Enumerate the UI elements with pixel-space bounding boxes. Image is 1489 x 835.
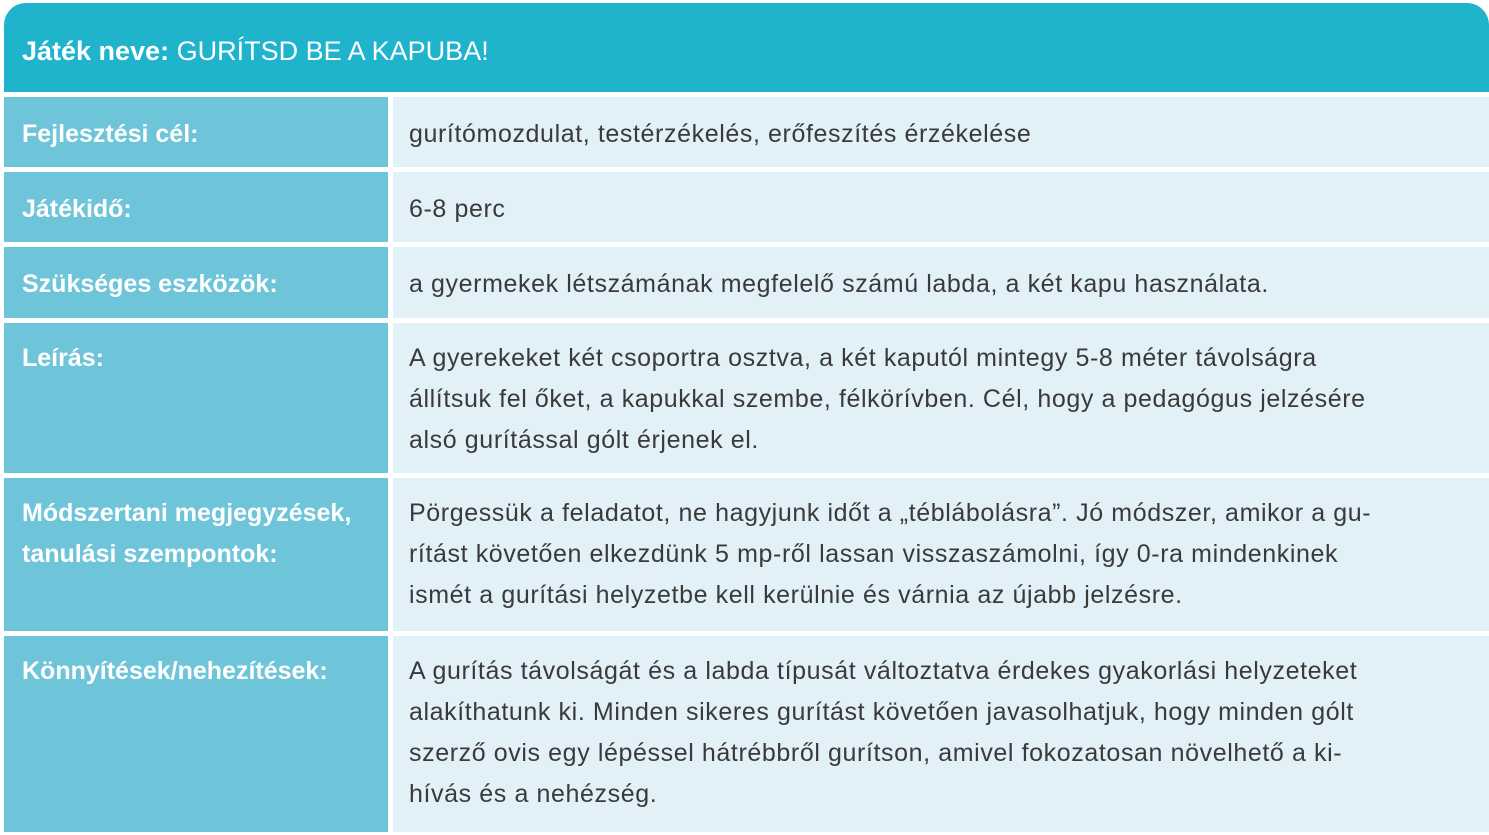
value-line: állítsuk fel őket, a kapukkal szembe, félkörívben. Cél, hogy a pedagógus jelzésére <box>409 385 1366 413</box>
game-card <box>4 3 1489 832</box>
row-development-goal <box>4 97 1489 167</box>
value-line: ismét a gurítási helyzetbe kell kerülnie és várnia az újabb jelzésre. <box>409 581 1183 609</box>
row-label <box>4 478 388 631</box>
row-label: Könnyítések/nehezítések: <box>4 636 388 832</box>
value-line: szerző ovis egy lépéssel hátrébbről gurítson, amivel fokozatosan növelhető a ki- <box>409 739 1343 767</box>
row-value <box>393 323 1489 473</box>
row-label: Játékidő: <box>4 172 388 242</box>
row-value <box>393 247 1489 318</box>
game-title: GURÍTSD BE A KAPUBA! <box>176 36 489 66</box>
row-methodology-notes <box>4 478 1489 631</box>
row-description <box>4 323 1489 473</box>
value-line: A gurítás távolságát és a labda típusát változtatva érdekes gyakorlási helyzeteket <box>409 657 1358 685</box>
value-line: A gyerekeket két csoportra osztva, a két kaputól mintegy 5-8 méter távolságra <box>409 344 1317 372</box>
row-value <box>393 172 1489 242</box>
row-value <box>393 636 1489 832</box>
row-required-equipment <box>4 247 1489 318</box>
row-value <box>393 97 1489 167</box>
value-line: alakíthatunk ki. Minden sikeres gurítást követően javasolhatjuk, hogy minden gólt <box>409 698 1354 726</box>
value-line: rítást követően elkezdünk 5 mp-ről lassan visszaszámolni, így 0-ra mindenkinek <box>409 540 1339 568</box>
value-line: Pörgessük a feladatot, ne hagyjunk időt a „téblábolásra”. Jó módszer, amikor a gu- <box>409 499 1372 527</box>
row-value <box>393 478 1489 631</box>
label-line: Módszertani megjegyzések, <box>22 499 352 527</box>
value-line: alsó gurítással gólt érjenek el. <box>409 426 759 454</box>
header-label: Játék neve: <box>22 36 170 66</box>
label-line: tanulási szempontok: <box>22 540 278 568</box>
row-easier-harder-variations <box>4 636 1489 832</box>
row-play-time <box>4 172 1489 242</box>
value-line: hívás és a nehézség. <box>409 780 658 808</box>
value-line: gurítómozdulat, testérzékelés, erőfeszítés érzékelése <box>409 120 1032 148</box>
row-label: Szükséges eszközök: <box>4 247 388 318</box>
card-header <box>4 3 1489 92</box>
row-label: Fejlesztési cél: <box>4 97 388 167</box>
value-line: a gyermekek létszámának megfelelő számú labda, a két kapu használata. <box>409 270 1269 298</box>
row-label: Leírás: <box>4 323 388 473</box>
value-line: 6-8 perc <box>409 195 506 223</box>
